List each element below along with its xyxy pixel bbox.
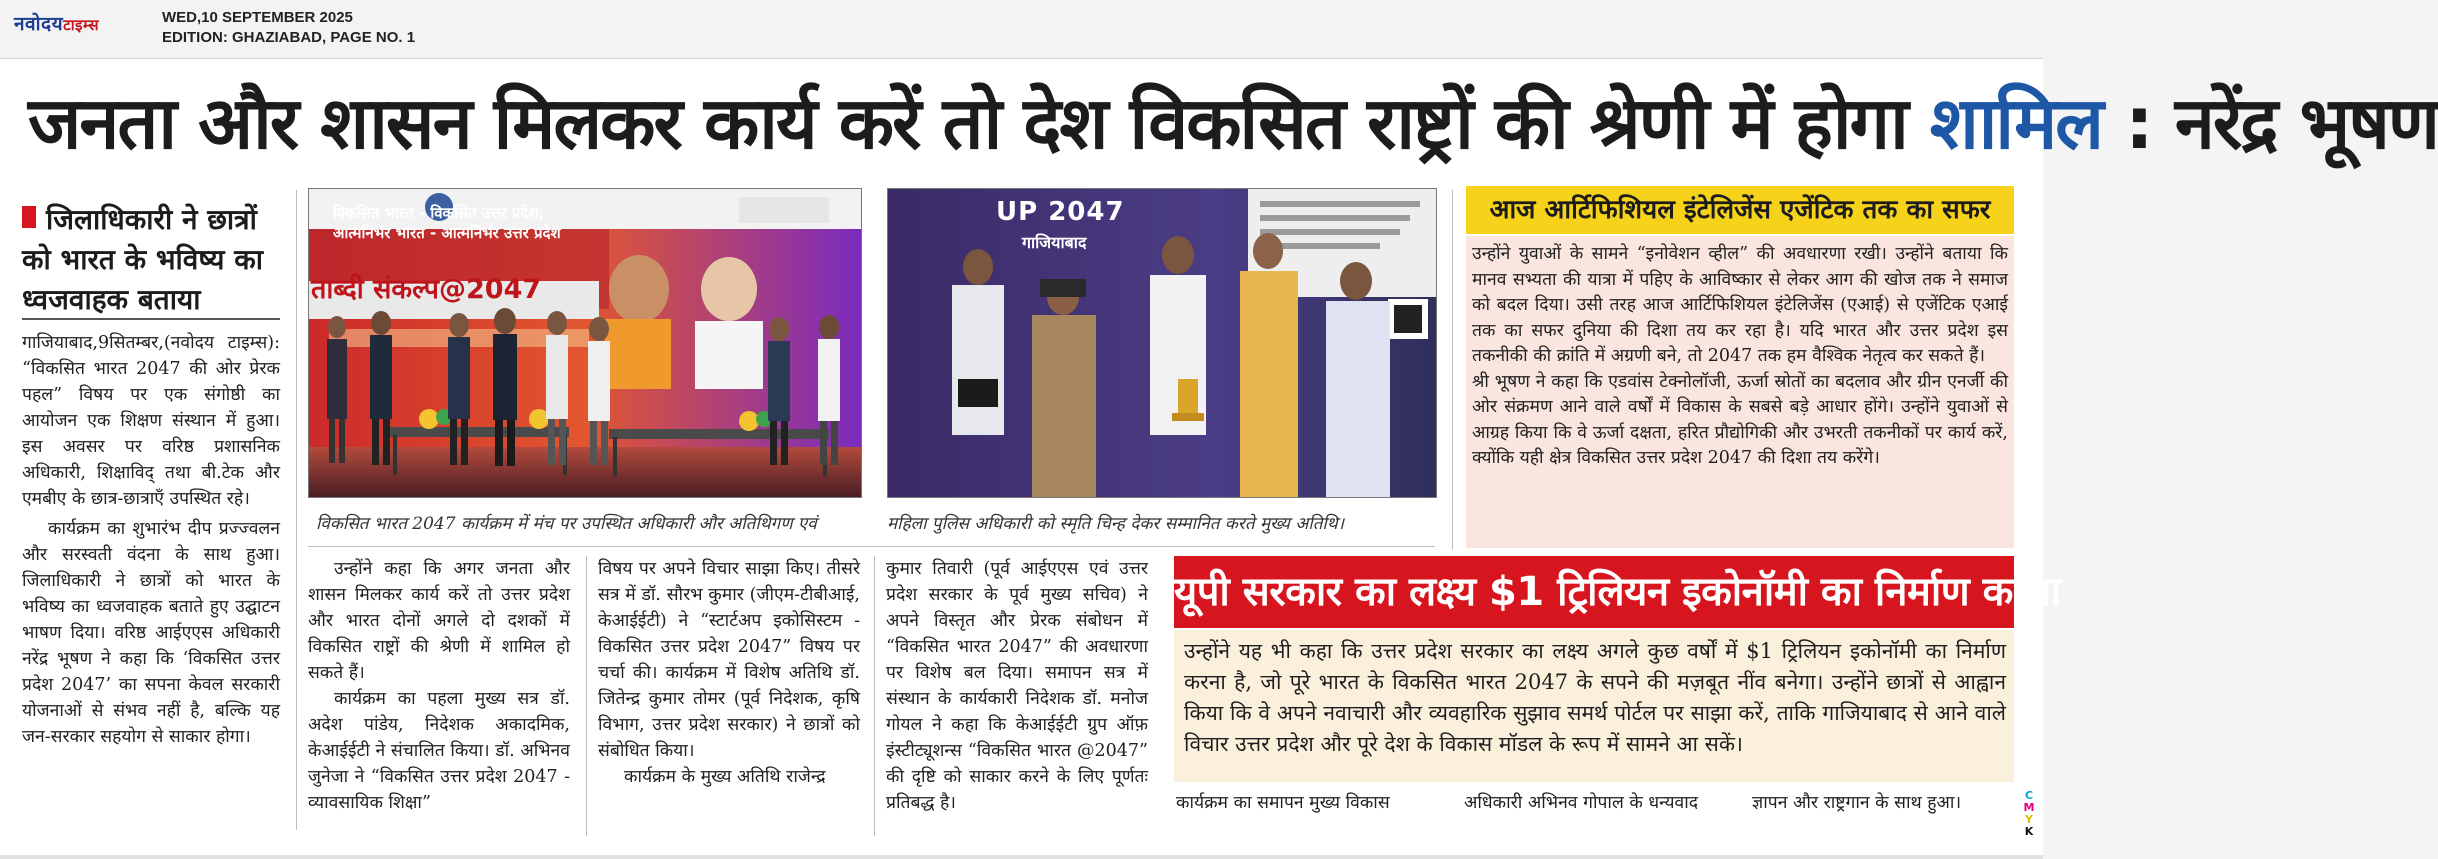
column-paragraph: कार्यक्रम का पहला मुख्य सत्र डॉ. अदेश पांडेय, निदेशक अकादमिक, केआईईटी ने संचालित किया। डॉ. अभिनव जुनेजा ने “विकसित उत्तर प्रदेश 2047 - व्यावसायिक शिक्षा” bbox=[308, 689, 570, 813]
photo2-caption: महिला पुलिस अधिकारी को स्मृति चिन्ह देकर सम्मानित करते मुख्य अतिथि। bbox=[887, 514, 1345, 534]
closing-line-part: ज्ञापन और राष्ट्रगान के साथ हुआ। bbox=[1752, 793, 1962, 813]
cmyk-mark: Y bbox=[2025, 813, 2033, 826]
economy-box-heading: यूपी सरकार का लक्ष्य $1 ट्रिलियन इकोनॉमी का निर्माण करना bbox=[1174, 556, 2014, 628]
column-paragraph: कार्यक्रम के मुख्य अतिथि राजेन्द्र bbox=[624, 767, 826, 787]
main-headline bbox=[28, 68, 2438, 178]
column-divider bbox=[586, 556, 587, 836]
photo1-caption: विकसित भारत 2047 कार्यक्रम में मंच पर उपस्थित अधिकारी और अतिथिगण एवं bbox=[316, 514, 817, 534]
page-bottom-edge bbox=[0, 855, 2043, 859]
photo1-banner-text bbox=[333, 203, 561, 243]
photo2-banner-big: UP 2047 bbox=[996, 197, 1125, 227]
economy-box-text: उन्होंने यह भी कहा कि उत्तर प्रदेश सरकार का लक्ष्य अगले कुछ वर्षों में $1 ट्रिलियन इकोनॉमी का निर्माण करना है, जो पूरे भारत के विकसित भारत 2047 के सपने की मज़बूत नींव बनेगा। उन्होंने छात्रों से आह्वान किया कि वे अपने नवाचारी और व्यवहारिक सुझाव समर्थ पोर्टल पर साझा करें, ताकि गाजियाबाद से आने वाले विचार उत्तर प्रदेश और पूरे देश के विकास मॉडल के रूप में सामने आ सकें। bbox=[1184, 639, 2006, 756]
column-divider bbox=[296, 190, 297, 830]
left-story-paragraph: गाजियाबाद,9सितम्बर,(नवोदय टाइम्स): “विकसित भारत 2047 की ओर प्रेरक पहल” विषय पर एक संगोष्ठी का आयोजन एक शिक्षण संस्थान में हुआ। इस अवसर पर वरिष्ठ प्रशासनिक अधिकारी, शिक्षाविद् तथा बी.टेक और एमबीए के छात्र-छात्राएँ उपस्थित रहे। bbox=[22, 333, 280, 509]
ai-box-heading: आज आर्टिफिशियल इंटेलिजेंस एजेंटिक तक का सफर bbox=[1466, 186, 2014, 234]
column-paragraph: उन्होंने कहा कि अगर जनता और शासन मिलकर कार्य करें तो उत्तर प्रदेश और भारत दोनों अगले दो दशकों में विकसित राष्ट्रों की श्रेणी में शामिल हो सकते हैं। bbox=[308, 559, 570, 683]
story-column-2 bbox=[598, 556, 860, 790]
left-subheading bbox=[22, 200, 272, 320]
column-divider bbox=[874, 556, 875, 836]
headline-part-3: : नरेंद्र भूषण bbox=[2101, 81, 2438, 165]
logo-accent-text: टाइम्स bbox=[63, 16, 99, 34]
red-marker-icon bbox=[22, 206, 36, 228]
cmyk-registration-marks bbox=[2020, 790, 2038, 838]
edition-info bbox=[162, 8, 415, 48]
cmyk-mark: M bbox=[2023, 801, 2035, 814]
story-column-1 bbox=[308, 556, 570, 816]
caption-divider bbox=[308, 546, 1435, 547]
ai-box-paragraph: उन्होंने युवाओं के सामने “इनोवेशन व्हील” की अवधारणा रखी। उन्होंने बताया कि मानव सभ्यता की यात्रा में पहिए के आविष्कार से लेकर आग की खोज तक ने समाज को बदल दिया। उसी तरह आज आर्टिफिशियल इंटेलिजेंस (एआई) से एजेंटिक एआई तक का सफर दुनिया की दिशा तय कर रहा है। यदि भारत और उत्तर प्रदेश इस तकनीकी की क्रांति में अग्रणी बने, तो 2047 तक हम वैश्विक नेतृत्व कर सकते हैं। bbox=[1472, 244, 2008, 366]
left-story-column bbox=[22, 330, 280, 750]
newspaper-logo[interactable] bbox=[14, 10, 99, 36]
event-stage-photo[interactable] bbox=[308, 188, 862, 498]
award-ceremony-photo[interactable] bbox=[887, 188, 1437, 498]
ai-box-paragraph: श्री भूषण ने कहा कि एडवांस टेक्नोलॉजी, ऊर्जा स्रोतों का बदलाव और ग्रीन एनर्जी की ओर संक्रमण आने वाले वर्षों में विकास के सबसे बड़े आधार होंगे। उन्होंने युवाओं से आग्रह किया कि वे ऊर्जा दक्षता, हरित प्रौद्योगिकी और उभरती तकनीकों पर कार्य करें, क्योंकि यही क्षेत्र विकसित उत्तर प्रदेश 2047 की दिशा तय करेंगे। bbox=[1472, 371, 2008, 468]
column-paragraph: विषय पर अपने विचार साझा किए। तीसरे सत्र में डॉ. सौरभ कुमार (जीएम-टीबीआई, केआईईटी) ने “स्टार्टअप इकोसिस्टम - विकसित उत्तर प्रदेश 2047” विषय पर चर्चा की। कार्यक्रम में विशेष अतिथि डॉ. जितेन्द्र कुमार तोमर (पूर्व निदेशक, कृषि विभाग, उत्तर प्रदेश सरकार) ने छात्रों को संबोधित किया। bbox=[598, 559, 860, 761]
closing-line-part: अधिकारी अभिनव गोपाल के धन्यवाद bbox=[1464, 793, 1699, 813]
award-photo-illustration bbox=[888, 189, 1436, 497]
publication-date: WED,10 SEPTEMBER 2025 bbox=[162, 9, 353, 26]
headline-part-1: जनता और शासन मिलकर कार्य करें तो देश विकसित राष्ट्रों की श्रेणी में होगा bbox=[28, 81, 1907, 165]
cmyk-mark: K bbox=[2024, 825, 2034, 838]
column-paragraph: कुमार तिवारी (पूर्व आईएएस एवं उत्तर प्रदेश सरकार के पूर्व मुख्य सचिव) ने अपने विस्तृत और प्रेरक संबोधन में “विकसित भारत 2047” की अवधारणा पर विशेष बल दिया। समापन सत्र में संस्थान के कार्यकारी निदेशक डॉ. मनोज गोयल ने कहा कि केआईईटी ग्रुप ऑफ़ इंस्टीट्यूशन्स “विकसित भारत @2047” की दृष्टि को साकार करने के लिए पूर्णतः प्रतिबद्ध है। bbox=[886, 559, 1148, 813]
subheading-divider bbox=[22, 318, 280, 320]
epaper-header-bar bbox=[0, 0, 2043, 59]
headline-highlight: शामिल bbox=[1929, 81, 2102, 165]
photo1-banner-big: ताब्दी संकल्प@2047 bbox=[311, 274, 542, 305]
photo1-banner-line-2: आत्मनिर्भर भारत - आत्मनिर्भर उत्तर प्रदेश bbox=[333, 224, 561, 242]
closing-line-part: कार्यक्रम का समापन मुख्य विकास bbox=[1176, 793, 1390, 813]
ai-box-text bbox=[1472, 242, 2008, 472]
edition-page: EDITION: GHAZIABAD, PAGE NO. 1 bbox=[162, 29, 416, 46]
ai-box bbox=[1466, 236, 2014, 548]
cmyk-mark: C bbox=[2024, 789, 2034, 802]
economy-box bbox=[1174, 630, 2014, 782]
photo2-banner-city: गाजियाबाद bbox=[1022, 233, 1087, 252]
photo1-banner-line-1: विकसित भारत - विकसित उत्तर प्रदेश, bbox=[333, 204, 545, 222]
column-divider bbox=[1452, 190, 1453, 550]
story-column-3 bbox=[886, 556, 1148, 816]
left-story-paragraph: कार्यक्रम का शुभारंभ दीप प्रज्ज्वलन और सरस्वती वंदना के साथ हुआ। जिलाधिकारी ने छात्रों को भारत के भविष्य का ध्वजवाहक बताते हुए उद्घाटन भाषण दिया। वरिष्ठ आईएएस अधिकारी नरेंद्र भूषण ने कहा कि ‘विकसित उत्तर प्रदेश 2047’ का सपना केवल सरकारी योजनाओं से संभव नहीं है, बल्कि यह जन-सरकार सहयोग से साकार होगा। bbox=[22, 519, 280, 747]
left-subheading-text: जिलाधिकारी ने छात्रों को भारत के भविष्य का ध्वजवाहक बताया bbox=[22, 203, 264, 316]
logo-main-text: नवोदय bbox=[14, 13, 64, 35]
